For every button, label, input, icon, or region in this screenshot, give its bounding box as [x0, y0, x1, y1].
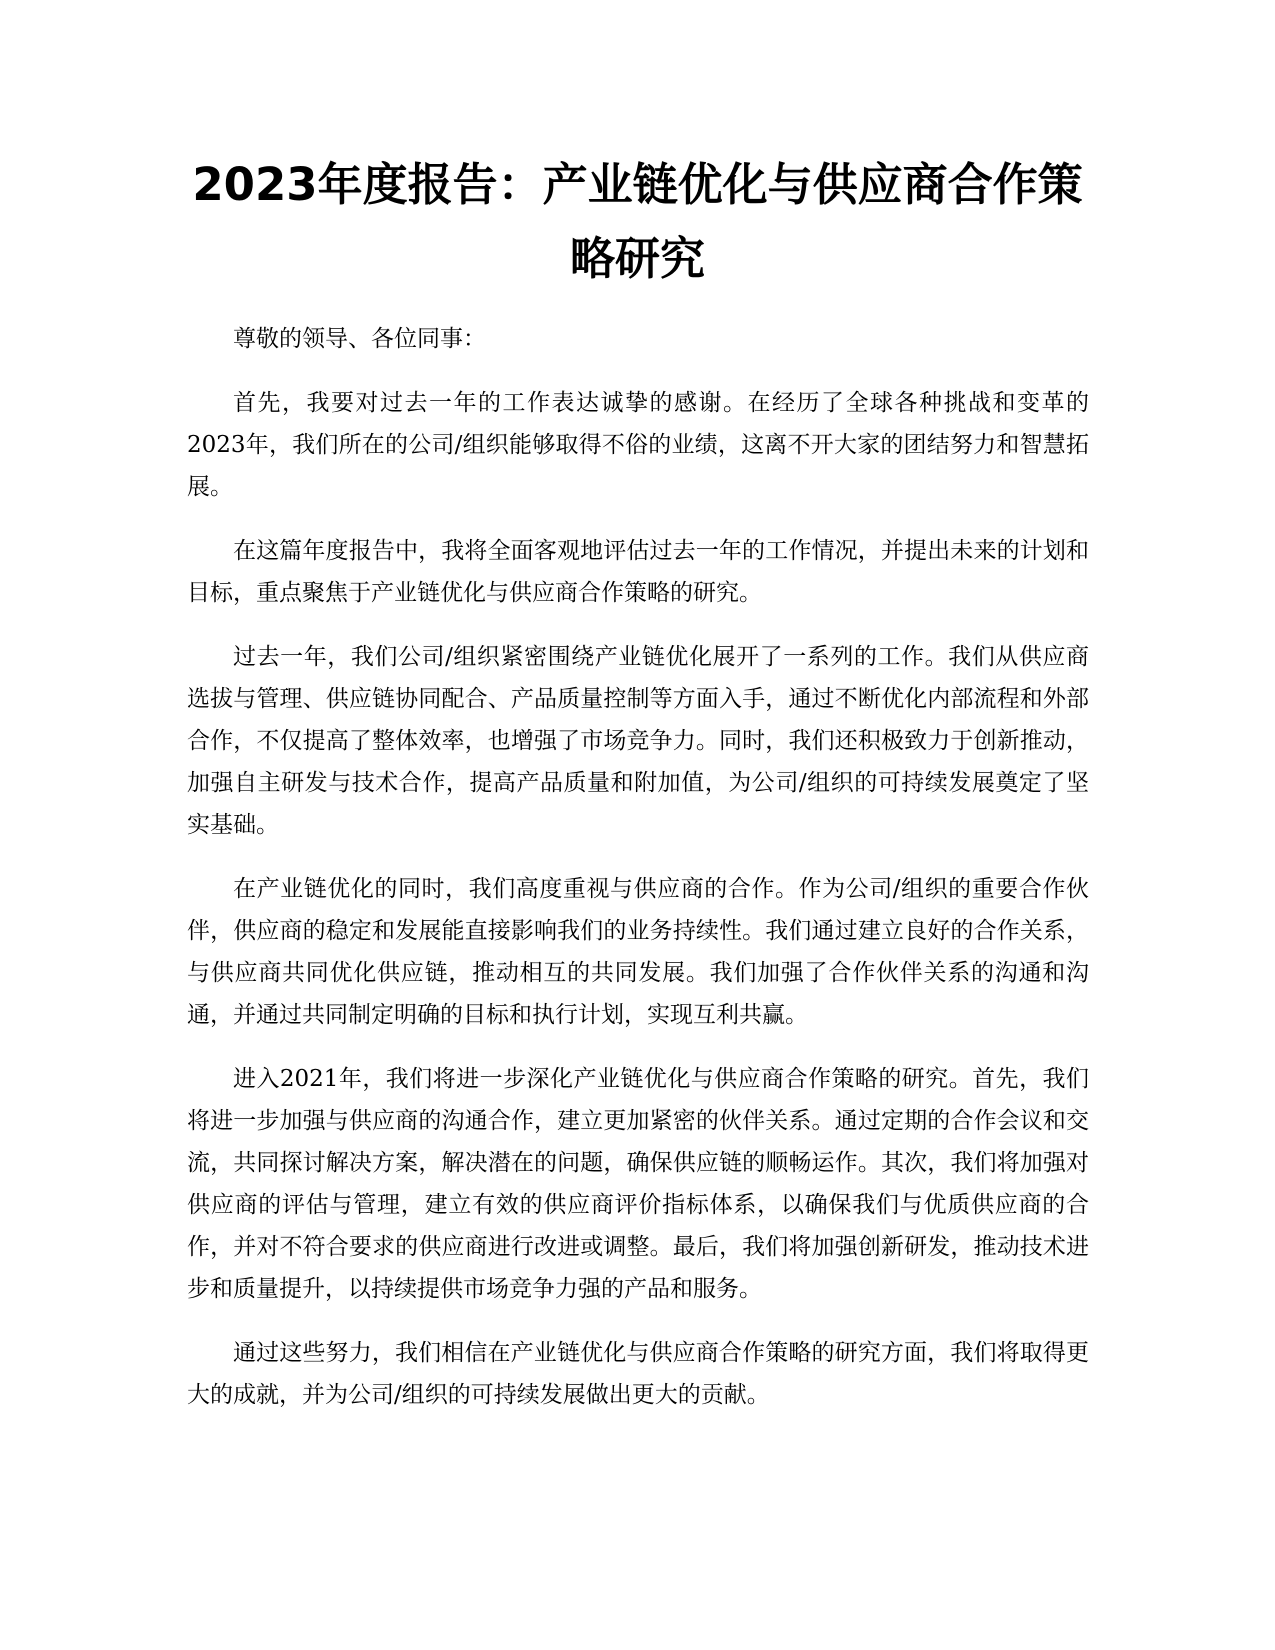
paragraph-thanks: 首先，我要对过去一年的工作表达诚挚的感谢。在经历了全球各种挑战和变革的2023年，我们所在的公司/组织能够取得不俗的业绩，这离不开大家的团结努力和智慧拓展。 — [187, 390, 1089, 500]
paragraph-overview: 在这篇年度报告中，我将全面客观地评估过去一年的工作情况，并提出未来的计划和目标，重点聚焦于产业链优化与供应商合作策略的研究。 — [187, 538, 1089, 606]
paragraph-conclusion: 通过这些努力，我们相信在产业链优化与供应商合作策略的研究方面，我们将取得更大的成就，并为公司/组织的可持续发展做出更大的贡献。 — [187, 1340, 1089, 1408]
document-title: 2023年度报告：产业链优化与供应商合作策略研究 — [192, 158, 1083, 285]
paragraph-supplier-cooperation: 在产业链优化的同时，我们高度重视与供应商的合作。作为公司/组织的重要合作伙伴，供应商的稳定和发展能直接影响我们的业务持续性。我们通过建立良好的合作关系，与供应商共同优化供应链，推动相互的共同发展。我们加强了合作伙伴关系的沟通和沟通，并通过共同制定明确的目标和执行计划，实现互利共赢。 — [187, 876, 1089, 1028]
paragraph-chain-optimization: 过去一年，我们公司/组织紧密围绕产业链优化展开了一系列的工作。我们从供应商选拔与管理、供应链协同配合、产品质量控制等方面入手，通过不断优化内部流程和外部合作，不仅提高了整体效率，也增强了市场竞争力。同时，我们还积极致力于创新推动，加强自主研发与技术合作，提高产品质量和附加值，为公司/组织的可持续发展奠定了坚实基础。 — [187, 644, 1089, 838]
paragraph-future-plan: 进入2021年，我们将进一步深化产业链优化与供应商合作策略的研究。首先，我们将进一步加强与供应商的沟通合作，建立更加紧密的伙伴关系。通过定期的合作会议和交流，共同探讨解决方案，解决潜在的问题，确保供应链的顺畅运作。其次，我们将加强对供应商的评估与管理，建立有效的供应商评价指标体系，以确保我们与优质供应商的合作，并对不符合要求的供应商进行改进或调整。最后，我们将加强创新研发，推动技术进步和质量提升，以持续提供市场竞争力强的产品和服务。 — [187, 1066, 1089, 1302]
document-body — [187, 318, 1089, 1438]
paragraph-salutation: 尊敬的领导、各位同事： — [233, 326, 486, 352]
